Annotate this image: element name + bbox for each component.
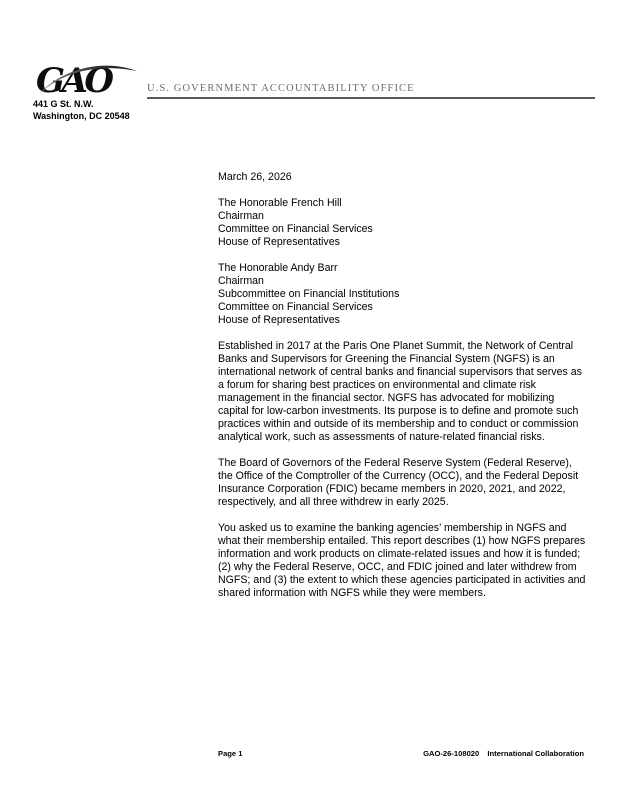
gao-logo-graphic	[37, 64, 139, 96]
recipient-line: Committee on Financial Services	[218, 301, 373, 313]
body-paragraph-1	[218, 340, 586, 444]
report-number: GAO-26-108020	[423, 749, 480, 758]
recipient-block-2	[218, 262, 586, 327]
recipient-line: House of Representatives	[218, 314, 340, 326]
body-paragraph-3	[218, 522, 586, 600]
recipient-line: The Honorable Andy Barr	[218, 262, 338, 274]
paragraph-text: You asked us to examine the banking agencies’ membership in NGFS and what their membership entailed. This report describes (1) how NGFS prepares information and work products on climate-related issues and how it is funded; (2) why the Federal Reserve, OCC, and FDIC joined and later withdrew from NGFS; and (3) the extent to which these agencies participated in activities and shared information with NGFS while they were members.	[218, 522, 586, 599]
recipient-block-1	[218, 197, 586, 249]
recipient-line: The Honorable French Hill	[218, 197, 342, 209]
date-line	[218, 171, 586, 184]
recipient-line: House of Representatives	[218, 236, 340, 248]
page-footer	[218, 749, 584, 758]
report-title: International Collaboration	[487, 749, 584, 758]
letter-date: March 26, 2026	[218, 171, 292, 183]
hq-address	[33, 99, 130, 122]
page-number: Page 1	[218, 749, 243, 758]
recipient-line: Committee on Financial Services	[218, 223, 373, 235]
recipient-line: Subcommittee on Financial Institutions	[218, 288, 400, 300]
header-rule	[147, 78, 595, 99]
address-line-1: 441 G St. N.W.	[33, 99, 94, 109]
letter-body	[218, 171, 586, 613]
address-line-2: Washington, DC 20548	[33, 110, 130, 121]
paragraph-text: Established in 2017 at the Paris One Planet Summit, the Network of Central Banks and Supervisors for Greening the Financial System (NGFS) is an international network of central banks and financial supervisors that serves as a forum for sharing best practices on environmental and climate risk management in the financial sector. NGFS has advocated for mobilizing capital for low-carbon investments. Its purpose is to define and promote such practices within and outside of its membership and to conduct or commission analytical work, such as assessments of nature-related financial risks.	[218, 340, 582, 443]
recipient-line: Chairman	[218, 210, 264, 222]
office-name: U.S. GOVERNMENT ACCOUNTABILITY OFFICE	[147, 83, 415, 94]
gao-logo-text: GAO	[37, 64, 111, 96]
recipient-line: Chairman	[218, 275, 264, 287]
body-paragraph-2	[218, 457, 586, 509]
gao-logo	[37, 64, 139, 96]
paragraph-text: The Board of Governors of the Federal Reserve System (Federal Reserve), the Office of the Comptroller of the Currency (OCC), and the Federal Deposit Insurance Corporation (FDIC) became members in 2020, 2021, and 2022, respectively, and all three withdrew in early 2025.	[218, 457, 579, 508]
report-info	[423, 749, 584, 758]
